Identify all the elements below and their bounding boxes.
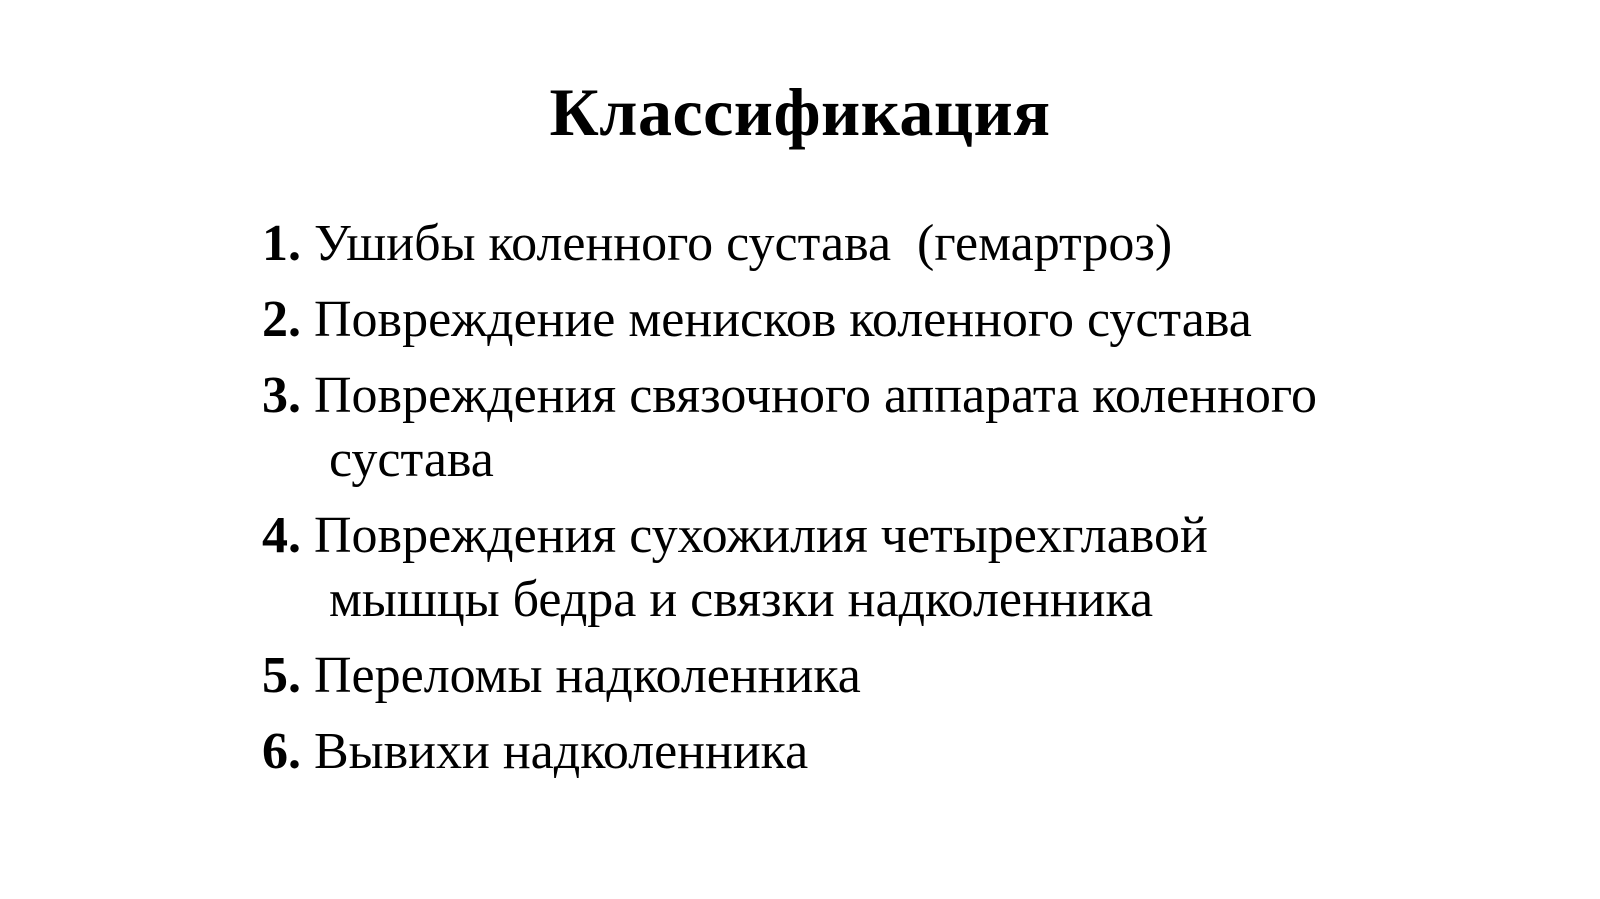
- list-item-6: [262, 720, 1462, 784]
- list-item-5: [262, 644, 1462, 708]
- item-text-continued: сустава: [329, 431, 494, 488]
- item-number: 3.: [262, 367, 301, 424]
- item-number: 6.: [262, 723, 301, 780]
- item-text: Повреждения связочного аппарата коленного: [314, 367, 1317, 424]
- list-item-3: [262, 364, 1462, 492]
- item-number: 4.: [262, 507, 301, 564]
- item-text: Повреждения сухожилия четырехглавой: [314, 507, 1208, 564]
- item-text: Повреждение менисков коленного сустава: [314, 291, 1252, 348]
- item-text-continued: мышцы бедра и связки надколенника: [329, 571, 1154, 628]
- list-item-4: [262, 504, 1462, 632]
- item-number: 5.: [262, 647, 301, 704]
- item-number: 1.: [262, 215, 301, 272]
- list-item-1: [262, 212, 1462, 276]
- classification-list: [262, 212, 1462, 796]
- item-text: Переломы надколенника: [314, 647, 861, 704]
- item-number: 2.: [262, 291, 301, 348]
- slide-title: Классификация: [549, 74, 1051, 150]
- item-text: Вывихи надколенника: [314, 723, 809, 780]
- item-text: Ушибы коленного сустава (гемартроз): [314, 215, 1173, 272]
- list-item-2: [262, 288, 1462, 352]
